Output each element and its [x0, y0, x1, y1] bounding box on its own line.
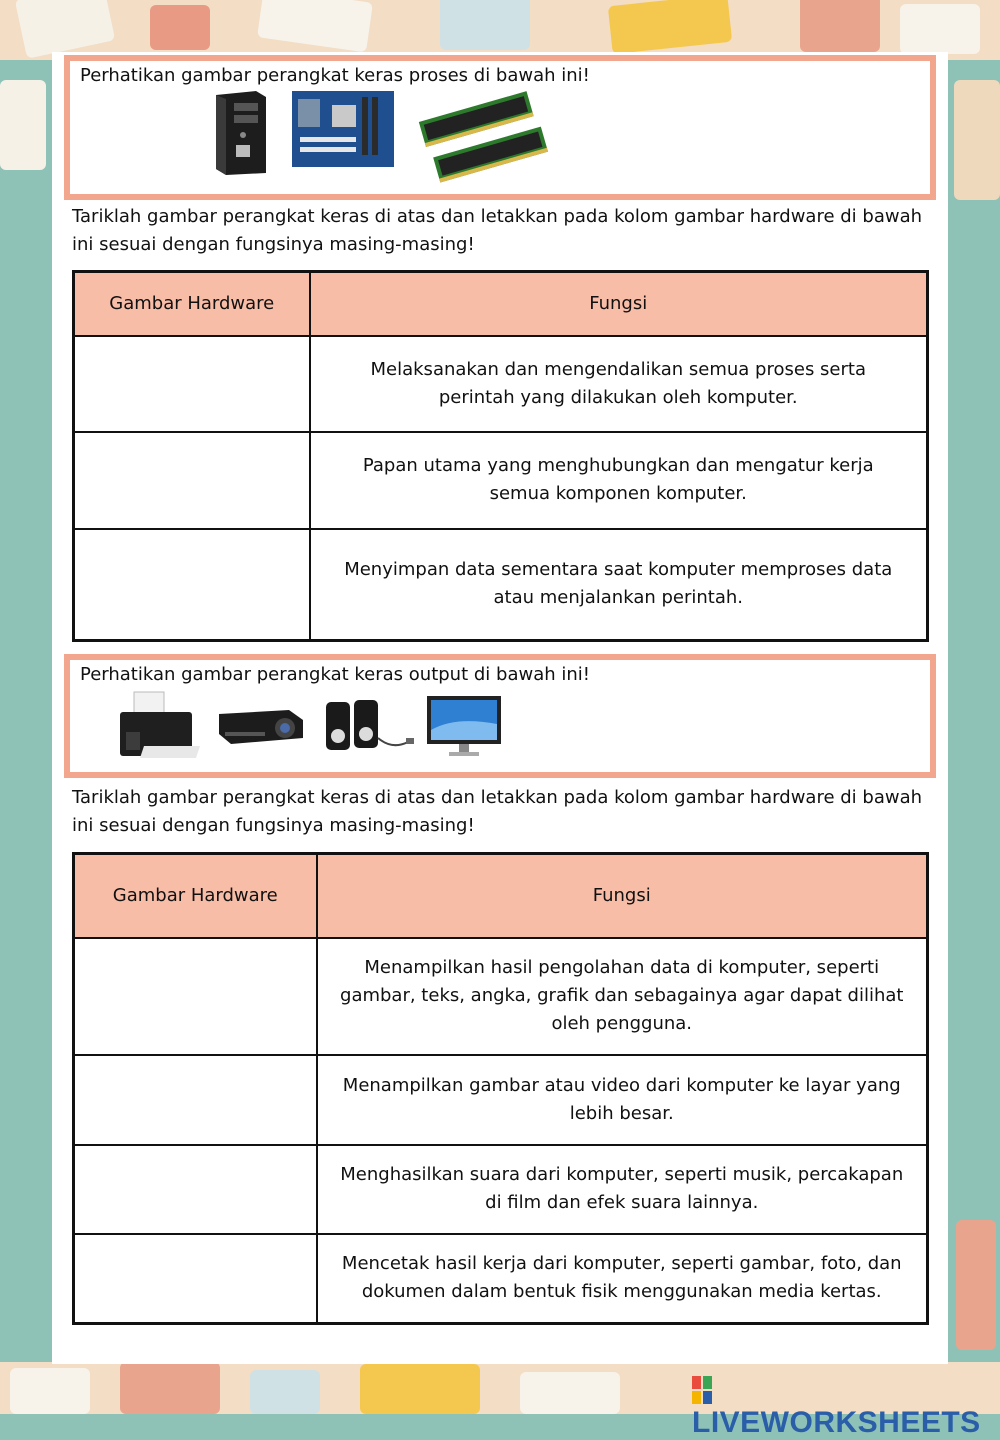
table-row	[74, 529, 928, 641]
hardware-drop-zone[interactable]	[74, 336, 310, 432]
table-row	[74, 938, 928, 1055]
projector-icon[interactable]	[215, 704, 307, 752]
output-hardware-table	[72, 852, 929, 1325]
liveworksheets-brand: LIVEWORKSHEETS	[692, 1406, 981, 1439]
printer-icon[interactable]	[118, 688, 204, 768]
monitor-icon[interactable]	[425, 694, 503, 762]
table-header-row	[74, 854, 928, 938]
table-row	[74, 1234, 928, 1324]
hardware-drop-zone[interactable]	[74, 1145, 317, 1234]
fungsi-cell: Papan utama yang menghubungkan dan mengatur kerja semua komponen komputer.	[310, 432, 928, 529]
column-header-hardware: Gambar Hardware	[74, 854, 317, 938]
process-hardware-table	[72, 270, 929, 642]
fungsi-cell: Menghasilkan suara dari komputer, seperti musik, percakapan di film dan efek suara lainnya.	[317, 1145, 928, 1234]
background-side-left	[0, 60, 52, 1362]
background-side-right	[948, 60, 1000, 1362]
fungsi-cell: Melaksanakan dan mengendalikan semua proses serta perintah yang dilakukan oleh komputer.	[310, 336, 928, 432]
hardware-drop-zone[interactable]	[74, 938, 317, 1055]
section1-instruction: Tariklah gambar perangkat keras di atas dan letakkan pada kolom gambar hardware di bawah ini sesuai dengan fungsinya masing-masing!	[72, 206, 923, 255]
output-hardware-frame	[64, 654, 936, 778]
cpu-tower-icon[interactable]	[212, 89, 270, 181]
table-row	[74, 336, 928, 432]
column-header-hardware: Gambar Hardware	[74, 272, 310, 336]
hardware-drop-zone[interactable]	[74, 1234, 317, 1324]
section2-title: Perhatikan gambar perangkat keras output di bawah ini!	[80, 664, 590, 685]
fungsi-cell: Mencetak hasil kerja dari komputer, seperti gambar, foto, dan dokumen dalam bentuk fisik menggunakan media kertas.	[317, 1234, 928, 1324]
liveworksheets-logo[interactable]	[692, 1372, 1000, 1440]
table-row	[74, 1055, 928, 1145]
section2-instruction: Tariklah gambar perangkat keras di atas dan letakkan pada kolom gambar hardware di bawah ini sesuai dengan fungsinya masing-masing!	[72, 787, 923, 836]
fungsi-cell: Menampilkan hasil pengolahan data di komputer, seperti gambar, teks, angka, grafik dan sebagainya agar dapat dilihat oleh pengguna.	[317, 938, 928, 1055]
hardware-drop-zone[interactable]	[74, 529, 310, 641]
fungsi-cell: Menampilkan gambar atau video dari komputer ke layar yang lebih besar.	[317, 1055, 928, 1145]
hardware-drop-zone[interactable]	[74, 432, 310, 529]
table-header-row	[74, 272, 928, 336]
fungsi-cell: Menyimpan data sementara saat komputer memproses data atau menjalankan perintah.	[310, 529, 928, 641]
process-hardware-frame	[64, 55, 936, 200]
section1-title: Perhatikan gambar perangkat keras proses di bawah ini!	[80, 65, 590, 86]
column-header-fungsi: Fungsi	[310, 272, 928, 336]
table-row	[74, 432, 928, 529]
background-decoration-top	[0, 0, 1000, 60]
table-row	[74, 1145, 928, 1234]
hardware-drop-zone[interactable]	[74, 1055, 317, 1145]
column-header-fungsi: Fungsi	[317, 854, 928, 938]
motherboard-icon[interactable]	[292, 91, 394, 171]
liveworksheets-mark-icon	[692, 1376, 712, 1404]
speaker-icon[interactable]	[322, 698, 418, 758]
ram-icon[interactable]	[420, 87, 546, 195]
